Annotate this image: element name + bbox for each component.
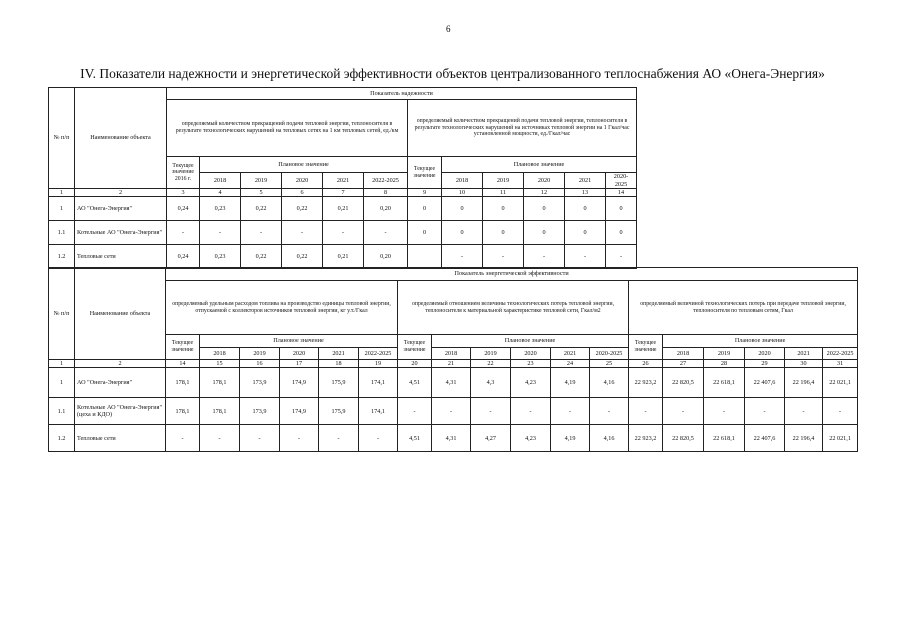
table-row	[49, 368, 858, 398]
column-index-cell: 25	[590, 360, 629, 368]
column-index-cell: 31	[823, 360, 858, 368]
value-cell: 175,9	[319, 368, 359, 398]
column-index-cell: 22	[471, 360, 511, 368]
planned-value-header-3: Плановое значение	[663, 335, 858, 348]
row-object-name: Тепловые сети	[75, 245, 167, 269]
year-header: 2020	[280, 348, 319, 360]
value-cell: 4,51	[398, 425, 432, 452]
value-cell: 0,24	[167, 197, 200, 221]
value-cell: 174,1	[359, 368, 398, 398]
year-header: 2019	[483, 173, 524, 189]
value-cell: 0	[524, 197, 565, 221]
value-cell: 0,20	[364, 197, 408, 221]
value-cell: -	[483, 245, 524, 269]
column-index-cell: 11	[483, 189, 524, 197]
row-number: 1.1	[49, 221, 75, 245]
reliability-table	[48, 87, 637, 269]
column-index-cell: 19	[359, 360, 398, 368]
value-cell: -	[565, 245, 606, 269]
value-cell: 0,22	[282, 197, 323, 221]
value-cell: 4,31	[432, 425, 471, 452]
value-cell: -	[282, 221, 323, 245]
column-index-cell: 20	[398, 360, 432, 368]
value-cell: -	[319, 425, 359, 452]
year-header: 2019	[240, 348, 280, 360]
column-index-cell: 10	[442, 189, 483, 197]
value-cell: -	[590, 398, 629, 425]
year-header: 2019	[704, 348, 745, 360]
value-cell: 4,23	[511, 368, 551, 398]
col-header-name: Наименование объекта	[75, 88, 167, 189]
value-cell: -	[823, 398, 858, 425]
value-cell: 0	[606, 221, 637, 245]
subheader-fuel-consumption: определяемый удельным расходом топлива на производство единицы тепловой энергии, отпускаемой с коллекторов источников тепловой энергии, кг у.т./Гкал	[166, 281, 398, 335]
subheader-loss-ratio: определяемый отношением величины технологических потерь тепловой энергии, теплоносителя к материальной характеристике тепловой сети, Гкал/м2	[398, 281, 629, 335]
value-cell: -	[166, 425, 200, 452]
row-number: 1	[49, 368, 75, 398]
year-header: 2020-2025	[590, 348, 629, 360]
value-cell: -	[432, 398, 471, 425]
value-cell: 175,9	[319, 398, 359, 425]
column-index-row	[49, 189, 637, 197]
value-cell: 0,24	[167, 245, 200, 269]
column-index-cell: 14	[166, 360, 200, 368]
column-index-cell: 3	[167, 189, 200, 197]
column-index-cell: 5	[241, 189, 282, 197]
row-object-name: АО "Онега-Энергия"	[75, 368, 166, 398]
table-row	[49, 425, 858, 452]
value-cell	[408, 245, 442, 269]
value-cell: -	[442, 245, 483, 269]
value-cell: 178,1	[166, 368, 200, 398]
year-header: 2021	[785, 348, 823, 360]
col-header-name: Наименование объекта	[75, 268, 166, 360]
value-cell: 22 820,5	[663, 368, 704, 398]
value-cell: 0	[442, 221, 483, 245]
value-cell: -	[745, 398, 785, 425]
column-index-cell: 8	[364, 189, 408, 197]
value-cell: 0,22	[241, 197, 282, 221]
row-object-name: Котельные АО "Онега-Энергия"	[75, 221, 167, 245]
current-value-header-2: Текущее значение	[398, 335, 432, 360]
column-index-cell: 13	[565, 189, 606, 197]
value-cell: 0,22	[241, 245, 282, 269]
value-cell: 0	[524, 221, 565, 245]
value-cell: -	[359, 425, 398, 452]
planned-value-header-2: Плановое значение	[442, 157, 637, 173]
value-cell: 0,21	[323, 197, 364, 221]
value-cell: 0	[565, 197, 606, 221]
value-cell: -	[551, 398, 590, 425]
value-cell: -	[606, 245, 637, 269]
table-row	[49, 221, 637, 245]
value-cell: 22 196,4	[785, 425, 823, 452]
value-cell: -	[511, 398, 551, 425]
value-cell: 0,20	[364, 245, 408, 269]
subheader-transmission-losses: определяемый величиной технологических потерь при передаче тепловой энергии, теплоносителя по тепловым сетям, Гкал	[629, 281, 858, 335]
column-index-cell: 21	[432, 360, 471, 368]
planned-value-header-1: Плановое значение	[200, 335, 398, 348]
row-object-name: АО "Онега-Энергия"	[75, 197, 167, 221]
value-cell: -	[200, 425, 240, 452]
value-cell: 0	[408, 221, 442, 245]
value-cell: 0,21	[323, 245, 364, 269]
value-cell: -	[663, 398, 704, 425]
subheader-source-outages: определяемый количеством прекращений подачи тепловой энергии, теплоносителя в результате технологических нарушений на источниках тепловой энергии на 1 Гкал/час установленной мощности, ед./Гкал/час	[408, 100, 637, 157]
value-cell: 4,16	[590, 368, 629, 398]
value-cell: 22 407,6	[745, 368, 785, 398]
value-cell: -	[704, 398, 745, 425]
column-index-cell: 28	[704, 360, 745, 368]
current-value-header-1: Текущее значение	[166, 335, 200, 360]
table-row	[49, 197, 637, 221]
value-cell: 22 021,1	[823, 368, 858, 398]
year-header: 2021	[323, 173, 364, 189]
value-cell: -	[471, 398, 511, 425]
year-header: 2020	[511, 348, 551, 360]
value-cell: 22 923,2	[629, 368, 663, 398]
year-header: 2021	[551, 348, 590, 360]
table-row	[49, 398, 858, 425]
year-header: 2020	[745, 348, 785, 360]
value-cell: 4,16	[590, 425, 629, 452]
value-cell: 4,3	[471, 368, 511, 398]
value-cell: 0	[442, 197, 483, 221]
current-value-header-3: Текущее значение	[629, 335, 663, 360]
row-object-name: Котельные АО "Онега-Энергия" (цеха и КДО)	[75, 398, 166, 425]
efficiency-table	[48, 267, 858, 452]
value-cell: 22 923,2	[629, 425, 663, 452]
column-index-cell: 9	[408, 189, 442, 197]
year-header: 2021	[565, 173, 606, 189]
year-header: 2021	[319, 348, 359, 360]
value-cell: 4,23	[511, 425, 551, 452]
value-cell: 4,31	[432, 368, 471, 398]
col-header-num: № п/п	[49, 268, 75, 360]
value-cell: 22 618,1	[704, 425, 745, 452]
year-header: 2018	[663, 348, 704, 360]
column-index-cell: 18	[319, 360, 359, 368]
column-index-cell: 1	[49, 360, 75, 368]
value-cell: -	[280, 425, 319, 452]
value-cell: 22 618,1	[704, 368, 745, 398]
value-cell: -	[240, 425, 280, 452]
subheader-network-outages: определяемый количеством прекращений подачи тепловой энергии, теплоносителя в результате технологических нарушений на тепловых сетях на 1 км тепловых сетей, ед./км	[167, 100, 408, 157]
value-cell: 0,22	[282, 245, 323, 269]
row-number: 1.1	[49, 398, 75, 425]
column-index-cell: 6	[282, 189, 323, 197]
row-number: 1.2	[49, 245, 75, 269]
column-index-cell: 7	[323, 189, 364, 197]
column-index-cell: 4	[200, 189, 241, 197]
value-cell: -	[364, 221, 408, 245]
planned-value-header-1: Плановое значение	[200, 157, 408, 173]
column-index-cell: 1	[49, 189, 75, 197]
value-cell: 0	[483, 197, 524, 221]
year-header: 2019	[241, 173, 282, 189]
year-header: 2018	[442, 173, 483, 189]
year-header: 2022-2025	[823, 348, 858, 360]
column-index-cell: 12	[524, 189, 565, 197]
current-value-header-2: Текущее значение	[408, 157, 442, 189]
column-index-cell: 14	[606, 189, 637, 197]
value-cell: 22 021,1	[823, 425, 858, 452]
row-object-name: Тепловые сети	[75, 425, 166, 452]
value-cell: 178,1	[200, 398, 240, 425]
row-number: 1.2	[49, 425, 75, 452]
page-title: IV. Показатели надежности и энергетической эффективности объектов централизованного теплоснабжения АО «Онега-Энергия»	[80, 66, 825, 81]
value-cell: 0,23	[200, 245, 241, 269]
value-cell: 174,9	[280, 368, 319, 398]
year-header: 2018	[200, 173, 241, 189]
column-index-cell: 15	[200, 360, 240, 368]
value-cell: -	[323, 221, 364, 245]
value-cell: 174,1	[359, 398, 398, 425]
value-cell: -	[524, 245, 565, 269]
group-header-efficiency: Показатель энергетической эффективности	[166, 268, 858, 281]
value-cell: 173,9	[240, 398, 280, 425]
column-index-cell: 23	[511, 360, 551, 368]
value-cell: -	[629, 398, 663, 425]
column-index-cell: 16	[240, 360, 280, 368]
planned-value-header-2: Плановое значение	[432, 335, 629, 348]
year-header: 2022-2025	[364, 173, 408, 189]
value-cell: -	[241, 221, 282, 245]
value-cell: 0	[606, 197, 637, 221]
col-header-num: № п/п	[49, 88, 75, 189]
value-cell: 0	[565, 221, 606, 245]
column-index-row	[49, 360, 858, 368]
year-header: 2019	[471, 348, 511, 360]
year-header: 2022-2025	[359, 348, 398, 360]
column-index-cell: 17	[280, 360, 319, 368]
value-cell: 0,23	[200, 197, 241, 221]
value-cell: -	[200, 221, 241, 245]
table-row	[49, 245, 637, 269]
column-index-cell: 2	[75, 360, 166, 368]
year-header: 2020	[282, 173, 323, 189]
page-number: 6	[446, 24, 451, 34]
value-cell: 4,51	[398, 368, 432, 398]
value-cell: 4,27	[471, 425, 511, 452]
value-cell: 178,1	[166, 398, 200, 425]
value-cell: 178,1	[200, 368, 240, 398]
year-header: 2020	[524, 173, 565, 189]
column-index-cell: 27	[663, 360, 704, 368]
column-index-cell: 2	[75, 189, 167, 197]
value-cell: -	[398, 398, 432, 425]
year-header: 2018	[200, 348, 240, 360]
group-header-reliability: Показатель надежности	[167, 88, 637, 100]
year-header: 2018	[432, 348, 471, 360]
value-cell: 4,19	[551, 425, 590, 452]
current-value-header-1: Текущее значение 2016 г.	[167, 157, 200, 189]
year-header: 2020-2025	[606, 173, 637, 189]
value-cell: 22 196,4	[785, 368, 823, 398]
column-index-cell: 26	[629, 360, 663, 368]
value-cell: 0	[408, 197, 442, 221]
value-cell: 22 820,5	[663, 425, 704, 452]
row-number: 1	[49, 197, 75, 221]
value-cell: 173,9	[240, 368, 280, 398]
value-cell: -	[785, 398, 823, 425]
column-index-cell: 29	[745, 360, 785, 368]
column-index-cell: 30	[785, 360, 823, 368]
value-cell: 22 407,6	[745, 425, 785, 452]
value-cell: -	[167, 221, 200, 245]
value-cell: 0	[483, 221, 524, 245]
value-cell: 4,19	[551, 368, 590, 398]
value-cell: 174,9	[280, 398, 319, 425]
column-index-cell: 24	[551, 360, 590, 368]
